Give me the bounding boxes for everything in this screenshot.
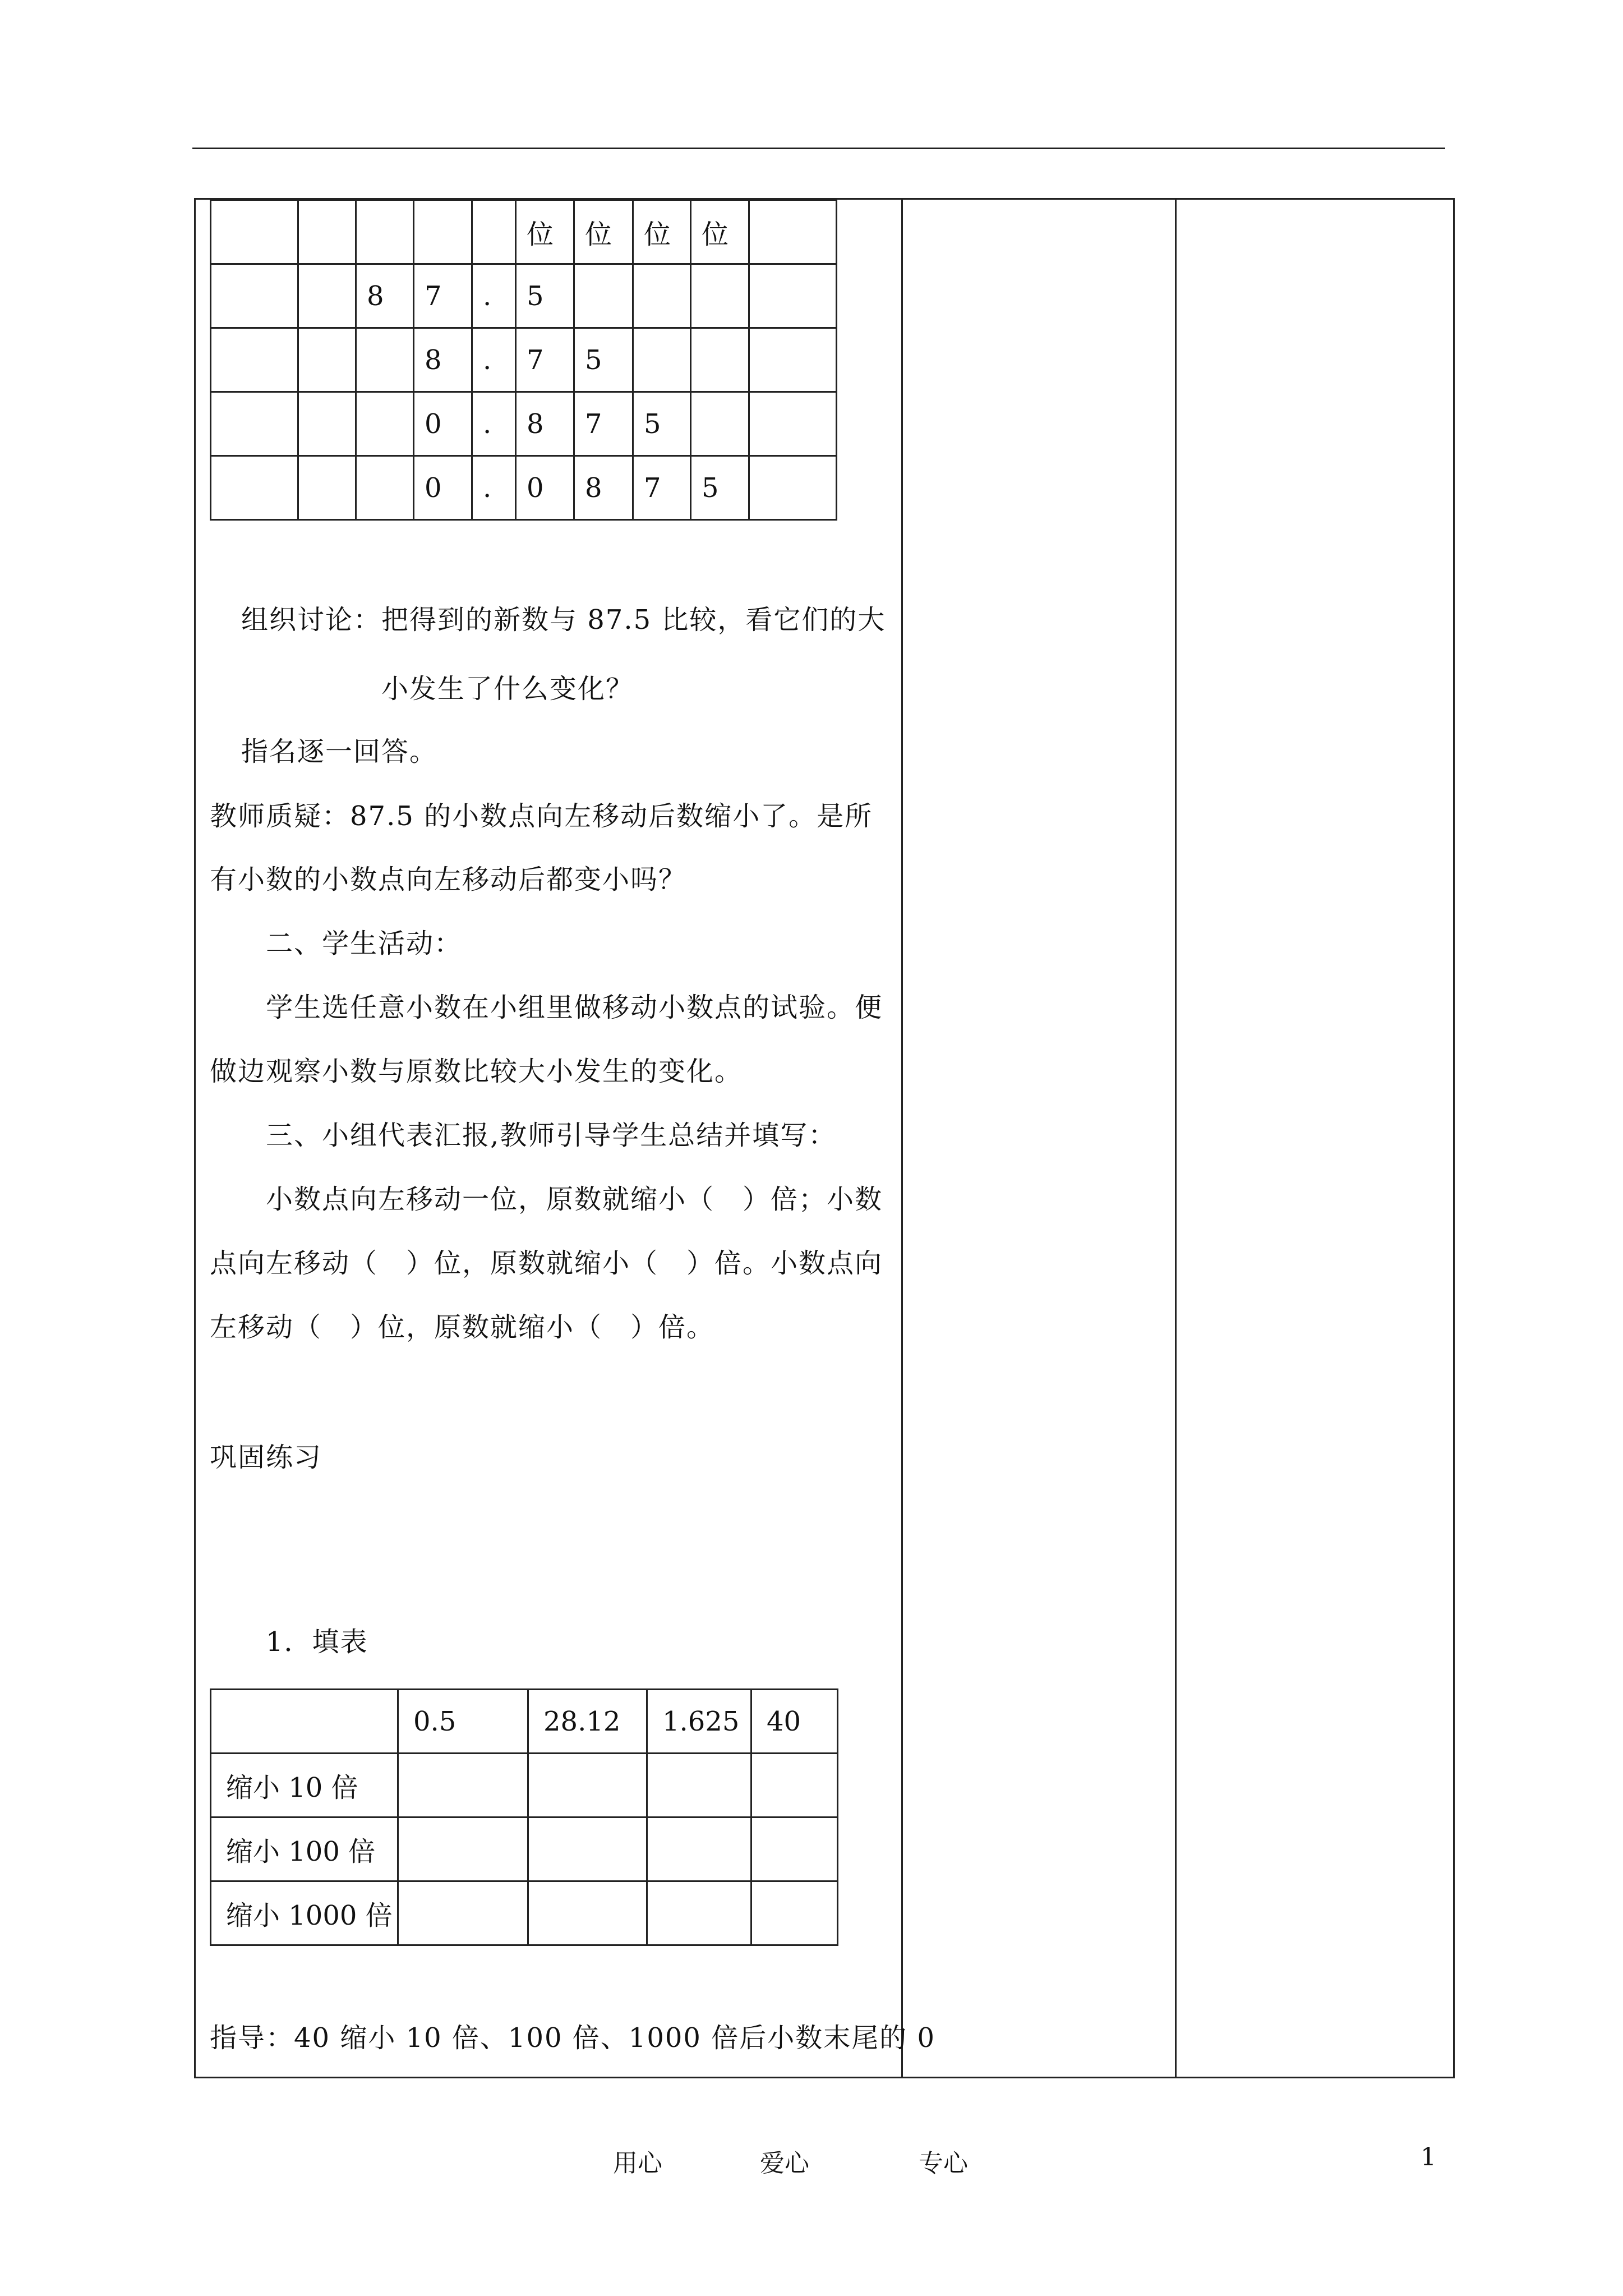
table-cell xyxy=(633,328,691,392)
table-cell: . xyxy=(472,456,516,520)
table-cell: 7 xyxy=(414,264,472,328)
table-cell: . xyxy=(472,392,516,456)
table-cell: 位 xyxy=(691,200,749,264)
footer-motto-3: 专心 xyxy=(919,2149,968,2178)
table-cell: 8 xyxy=(516,392,574,456)
answer-prompt: 指名逐一回答。 xyxy=(241,736,438,767)
table-cell xyxy=(691,328,749,392)
table-cell xyxy=(298,328,356,392)
table-cell: 8 xyxy=(574,456,633,520)
section-group-report: 三、小组代表汇报,教师引导学生总结并填写： xyxy=(266,1120,837,1151)
table-row xyxy=(211,1818,838,1881)
table-cell xyxy=(749,392,837,456)
blank-cell xyxy=(751,1754,838,1818)
table-row xyxy=(211,392,837,456)
table-cell xyxy=(356,200,414,264)
table-cell xyxy=(749,264,837,328)
table-cell xyxy=(211,264,298,328)
table-cell xyxy=(298,456,356,520)
table-cell xyxy=(574,264,633,328)
column-header: 40 xyxy=(751,1690,838,1754)
footer-motto-2: 爱心 xyxy=(760,2149,809,2178)
table-cell xyxy=(691,264,749,328)
blank-cell xyxy=(647,1754,751,1818)
section-student-activity: 二、学生活动： xyxy=(266,928,463,959)
blank-cell xyxy=(528,1754,647,1818)
table-cell: 位 xyxy=(574,200,633,264)
table-header-row xyxy=(211,1690,838,1754)
discussion-line-2: 小发生了什么变化？ xyxy=(381,673,634,705)
table-cell: 7 xyxy=(516,328,574,392)
table-cell: 5 xyxy=(691,456,749,520)
table-cell xyxy=(356,328,414,392)
activity-line-1: 学生选任意小数在小组里做移动小数点的试验。便 xyxy=(266,992,883,1023)
row-label: 缩小 10 倍 xyxy=(211,1754,398,1818)
table-cell xyxy=(211,456,298,520)
blank-cell xyxy=(751,1881,838,1945)
table-cell xyxy=(211,392,298,456)
table-cell: 位 xyxy=(633,200,691,264)
table-row xyxy=(211,264,837,328)
exercise-1-title: 1．填表 xyxy=(266,1626,368,1658)
table-cell: 8 xyxy=(414,328,472,392)
table-cell: 位 xyxy=(516,200,574,264)
blank-cell xyxy=(647,1818,751,1881)
teacher-question-line-2: 有小数的小数点向左移动后都变小吗？ xyxy=(210,864,687,895)
place-value-table xyxy=(210,199,837,521)
table-cell xyxy=(749,456,837,520)
table-cell: 7 xyxy=(574,392,633,456)
summary-line-1: 小数点向左移动一位，原数就缩小（ ）倍；小数 xyxy=(266,1184,883,1215)
table-cell xyxy=(691,392,749,456)
table-row xyxy=(211,200,837,264)
table-cell xyxy=(298,200,356,264)
activity-line-2: 做边观察小数与原数比较大小发生的变化。 xyxy=(210,1056,743,1087)
table-row xyxy=(211,1881,838,1945)
blank-cell xyxy=(647,1881,751,1945)
table-cell xyxy=(298,264,356,328)
table-cell: 0 xyxy=(414,456,472,520)
summary-line-2: 点向左移动（ ）位，原数就缩小（ ）倍。小数点向 xyxy=(210,1248,883,1279)
blank-cell xyxy=(398,1818,528,1881)
blank-cell xyxy=(398,1754,528,1818)
table-row xyxy=(211,456,837,520)
header-rule xyxy=(192,148,1445,149)
table-cell: 0 xyxy=(414,392,472,456)
table-cell: 8 xyxy=(356,264,414,328)
table-cell: 0 xyxy=(516,456,574,520)
blank-cell xyxy=(398,1881,528,1945)
column-header: 1.625 xyxy=(647,1690,751,1754)
table-cell: 5 xyxy=(516,264,574,328)
blank-cell xyxy=(528,1881,647,1945)
column-divider-2 xyxy=(1175,198,1177,2078)
table-cell xyxy=(211,200,298,264)
table-cell xyxy=(356,392,414,456)
teacher-question-line-1: 教师质疑：87.5 的小数点向左移动后数缩小了。是所 xyxy=(210,800,873,832)
practice-heading: 巩固练习 xyxy=(210,1442,322,1473)
row-label: 缩小 100 倍 xyxy=(211,1818,398,1881)
column-header xyxy=(211,1690,398,1754)
page-number: 1 xyxy=(1421,2143,1436,2171)
footer-motto-1: 用心 xyxy=(613,2149,662,2178)
table-cell: 7 xyxy=(633,456,691,520)
table-cell xyxy=(298,392,356,456)
table-cell xyxy=(749,328,837,392)
table-cell xyxy=(633,264,691,328)
table-row xyxy=(211,328,837,392)
column-header: 28.12 xyxy=(528,1690,647,1754)
blank-cell xyxy=(528,1818,647,1881)
discussion-line-1: 组织讨论：把得到的新数与 87.5 比较，看它们的大 xyxy=(241,604,886,636)
table-cell: 5 xyxy=(574,328,633,392)
table-cell xyxy=(211,328,298,392)
table-cell: . xyxy=(472,328,516,392)
guidance-line: 指导：40 缩小 10 倍、100 倍、1000 倍后小数末尾的 0 xyxy=(210,2022,936,2054)
column-header: 0.5 xyxy=(398,1690,528,1754)
row-label: 缩小 1000 倍 xyxy=(211,1881,398,1945)
blank-cell xyxy=(751,1818,838,1881)
column-divider-1 xyxy=(901,198,903,2078)
table-cell xyxy=(414,200,472,264)
table-cell xyxy=(749,200,837,264)
table-row xyxy=(211,1754,838,1818)
table-cell xyxy=(472,200,516,264)
table-cell xyxy=(356,456,414,520)
fill-in-table xyxy=(210,1688,838,1946)
summary-line-3: 左移动（ ）位，原数就缩小（ ）倍。 xyxy=(210,1312,715,1343)
table-cell: . xyxy=(472,264,516,328)
table-cell: 5 xyxy=(633,392,691,456)
